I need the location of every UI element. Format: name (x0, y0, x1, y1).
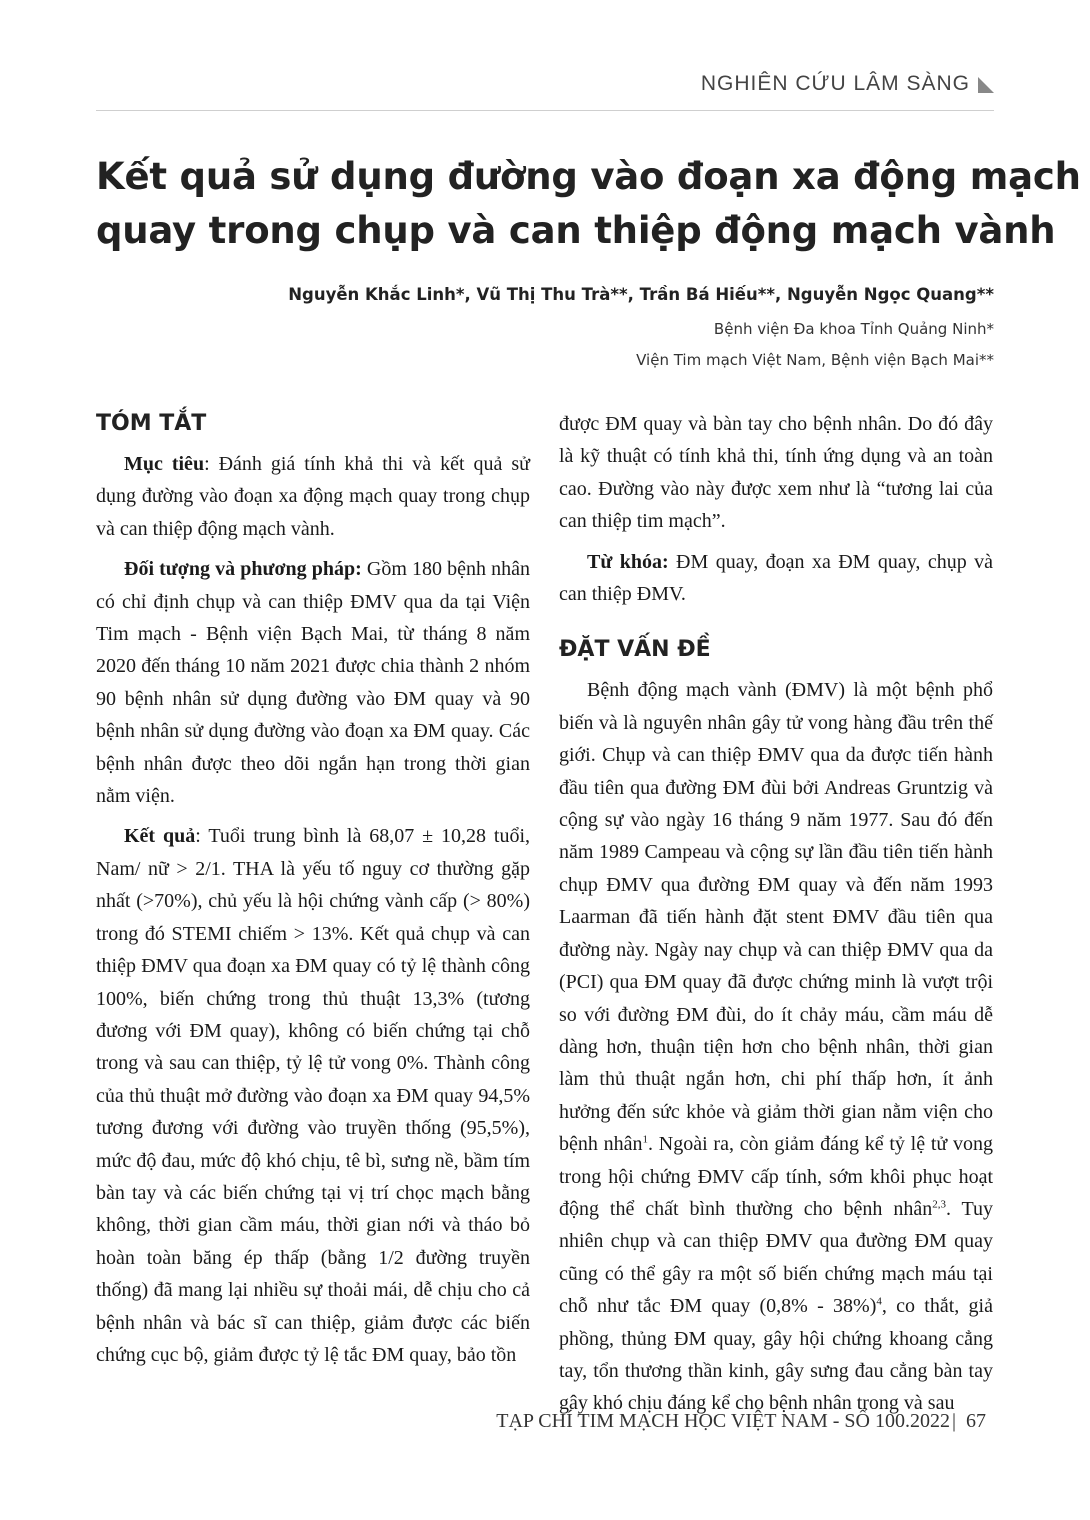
page-number: 67 (966, 1410, 986, 1432)
left-column (96, 408, 530, 1371)
results-label: Kết quả (124, 825, 196, 848)
results-text: : Tuổi trung bình là 68,07 ± 10,28 tuổi, Nam/ nữ > 2/1. THA là yếu tố nguy cơ thường gặp nhất (>70%), chủ yếu là hội chứng vành cấp (> 80%) trong đó STEMI chiếm > 13%. Kết quả chụp và can thiệp ĐMV qua đoạn xa ĐM quay có tỷ lệ thành công 100%, biến chứng trong thủ thuật 13,3% (tương đương với ĐM quay), không có biến chứng tại chỗ trong và sau can thiệp, tỷ lệ tử vong 0%. Thành công của thủ thuật mở đường vào đoạn xa ĐM quay 94,5% tương đương với đường vào truyền thống (95,5%), mức độ đau, mức độ khó chịu, tê bì, sưng nề, bầm tím bàn tay và các biến chứng tại vị trí chọc mạch bằng không, thời gian cầm máu, thời gian nới và tháo bỏ hoàn toàn băng ép thấp (bằng 1/2 đường truyền thống) đã mang lại nhiều sự thoải mái, dễ chịu cho cả bệnh nhân và bác sĩ can thiệp, giảm được các biến chứng cục bộ, giảm được tỷ lệ tắc ĐM quay, bảo tồn (96, 825, 531, 1366)
title-line-1: Kết quả sử dụng đường vào đoạn xa động mạch (96, 155, 1081, 198)
footer-separator: | (951, 1410, 956, 1432)
intro-text-c: . Tuy nhiên chụp và can thiệp ĐMV qua đường ĐM quay cũng có thể gây ra một số biến chứng mạch máu tại chỗ như tắc ĐM quay (0,8% - 38%) (559, 1197, 994, 1318)
intro-heading: ĐẶT VẤN ĐỀ (559, 637, 711, 663)
abstract-results-continued: được ĐM quay và bàn tay cho bệnh nhân. Do đó đây là kỹ thuật có tính khả thi, tính ứng dụng và an toàn cao. Đường vào này được xem như là “tương lai của can thiệp tim mạch”. (559, 413, 993, 533)
author-list: Nguyễn Khắc Linh*, Vũ Thị Thu Trà**, Trần Bá Hiếu**, Nguyễn Ngọc Quang** (288, 285, 994, 304)
methods-text: Gồm 180 bệnh nhân có chỉ định chụp và can thiệp ĐMV qua da tại Viện Tim mạch - Bệnh viện Bạch Mai, từ tháng 8 năm 2020 đến tháng 10 năm 2021 được chia thành 2 nhóm 90 bệnh nhân sử dụng đường vào ĐM quay và 90 bệnh nhân sử dụng đường vào đoạn xa ĐM quay. Các bệnh nhân được theo dõi ngắn hạn trong thời gian nằm viện. (96, 558, 530, 808)
methods-label: Đối tượng và phương pháp: (124, 558, 362, 581)
objective-text: : Đánh giá tính khả thi và kết quả sử dụng đường vào đoạn xa động mạch quay trong chụp và can thiệp động mạch vành. (96, 453, 530, 540)
article-title (96, 150, 1081, 258)
right-column (559, 408, 993, 1420)
citation-1: 1 (642, 1133, 649, 1146)
affiliation-1: Bệnh viện Đa khoa Tỉnh Quảng Ninh* (713, 320, 994, 338)
abstract-heading: TÓM TẮT (96, 411, 207, 436)
citation-2-3: 2,3 (932, 1198, 946, 1211)
affiliation-2: Viện Tim mạch Việt Nam, Bệnh viện Bạch Mai** (636, 351, 994, 369)
keywords-label: Từ khóa: (587, 550, 669, 573)
intro-text-d: , co thắt, giả phồng, thủng ĐM quay, gây hội chứng khoang cẳng tay, tổn thương thần kinh, gây sưng đau cẳng bàn tay gây khó chịu đáng kể cho bệnh nhân trong và sau (559, 1295, 993, 1415)
section-header (701, 72, 994, 96)
header-divider (96, 110, 994, 111)
page-footer (496, 1410, 986, 1433)
objective-label: Mục tiêu (124, 453, 205, 475)
section-label: NGHIÊN CỨU LÂM SÀNG (700, 72, 970, 95)
triangle-icon (978, 77, 994, 93)
citation-4: 4 (876, 1295, 882, 1308)
journal-name: TẠP CHÍ TIM MẠCH HỌC VIỆT NAM - SỐ 100.2022 (496, 1410, 950, 1432)
abstract-methods (96, 553, 530, 812)
intro-text-a: Bệnh động mạch vành (ĐMV) là một bệnh phổ biến và là nguyên nhân gây tử vong hàng đầu trên thế giới. Chụp và can thiệp ĐMV qua da được tiến hành đầu tiên qua đường ĐM đùi bởi Andreas Gruntzig và cộng sự vào ngày 16 tháng 9 năm 1977. Sau đó đến năm 1989 Campeau và cộng sự lần đầu tiên tiến hành chụp ĐMV qua đường ĐM quay và đến năm 1993 Laarman đã tiến hành đặt stent ĐMV đầu tiên qua đường này. Ngày nay chụp và can thiệp ĐMV qua da (PCI) qua ĐM quay đã được chứng minh là vượt trội so với đường ĐM đùi, do ít chảy máu, cầm máu dễ dàng hơn, thuận tiện hơn cho bệnh nhân, thời gian làm thủ thuật ngắn hơn, chi phí thấp hơn, ít ảnh hưởng đến sức khỏe và giảm thời gian nằm viện cho bệnh nhân (559, 679, 993, 1156)
abstract-results (96, 820, 530, 1371)
intro-paragraph (559, 674, 993, 1419)
keywords-text: ĐM quay, đoạn xa ĐM quay, chụp và can thiệp ĐMV. (559, 550, 993, 606)
abstract-objective (96, 448, 530, 545)
intro-text-b: . Ngoài ra, còn giảm đáng kể tỷ lệ tử vong trong hội chứng ĐMV cấp tính, sớm khôi phục hoạt động thể chất bình thường cho bệnh nhân (559, 1133, 993, 1220)
abstract-keywords (559, 546, 993, 611)
title-line-2: quay trong chụp và can thiệp động mạch vành (96, 209, 1056, 252)
